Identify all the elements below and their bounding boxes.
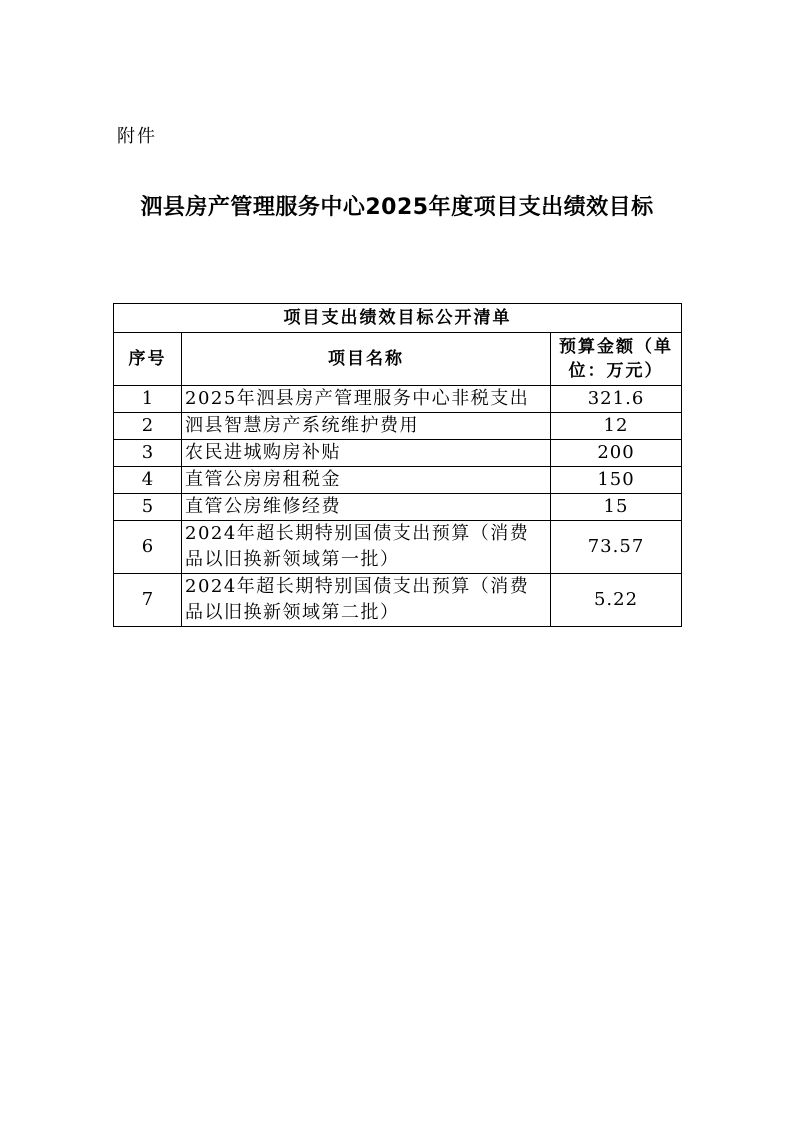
row-amount: 15 xyxy=(551,494,682,521)
row-project-name: 直管公房维修经费 xyxy=(182,494,551,521)
row-index: 1 xyxy=(114,386,182,413)
row-amount: 200 xyxy=(551,440,682,467)
table-caption-row xyxy=(114,304,682,333)
row-amount: 12 xyxy=(551,413,682,440)
table-row xyxy=(114,467,682,494)
row-amount: 150 xyxy=(551,467,682,494)
table-row xyxy=(114,386,682,413)
row-project-name: 2025年泗县房产管理服务中心非税支出 xyxy=(182,386,551,413)
row-project-name: 泗县智慧房产系统维护费用 xyxy=(182,413,551,440)
row-project-name: 农民进城购房补贴 xyxy=(182,440,551,467)
row-index: 5 xyxy=(114,494,182,521)
row-index: 3 xyxy=(114,440,182,467)
table-row xyxy=(114,413,682,440)
row-project-name: 2024年超长期特别国债支出预算（消费品以旧换新领域第二批） xyxy=(182,574,551,627)
table-row xyxy=(114,440,682,467)
budget-table xyxy=(113,303,682,627)
row-project-name: 2024年超长期特别国债支出预算（消费品以旧换新领域第一批） xyxy=(182,521,551,574)
document-title: 泗县房产管理服务中心2025年度项目支出绩效目标 xyxy=(140,195,654,220)
attachment-label: 附件 xyxy=(117,126,157,147)
row-amount: 321.6 xyxy=(551,386,682,413)
row-amount: 5.22 xyxy=(551,574,682,627)
column-header-amount: 预算金额（单位：万元） xyxy=(551,333,682,386)
table-header-row xyxy=(114,333,682,386)
row-index: 7 xyxy=(114,574,182,627)
table-caption: 项目支出绩效目标公开清单 xyxy=(114,304,682,333)
row-index: 2 xyxy=(114,413,182,440)
column-header-index: 序号 xyxy=(114,333,182,386)
row-index: 6 xyxy=(114,521,182,574)
table-row xyxy=(114,574,682,627)
row-index: 4 xyxy=(114,467,182,494)
column-header-name: 项目名称 xyxy=(182,333,551,386)
row-project-name: 直管公房房租税金 xyxy=(182,467,551,494)
table-row xyxy=(114,521,682,574)
row-amount: 73.57 xyxy=(551,521,682,574)
table-row xyxy=(114,494,682,521)
